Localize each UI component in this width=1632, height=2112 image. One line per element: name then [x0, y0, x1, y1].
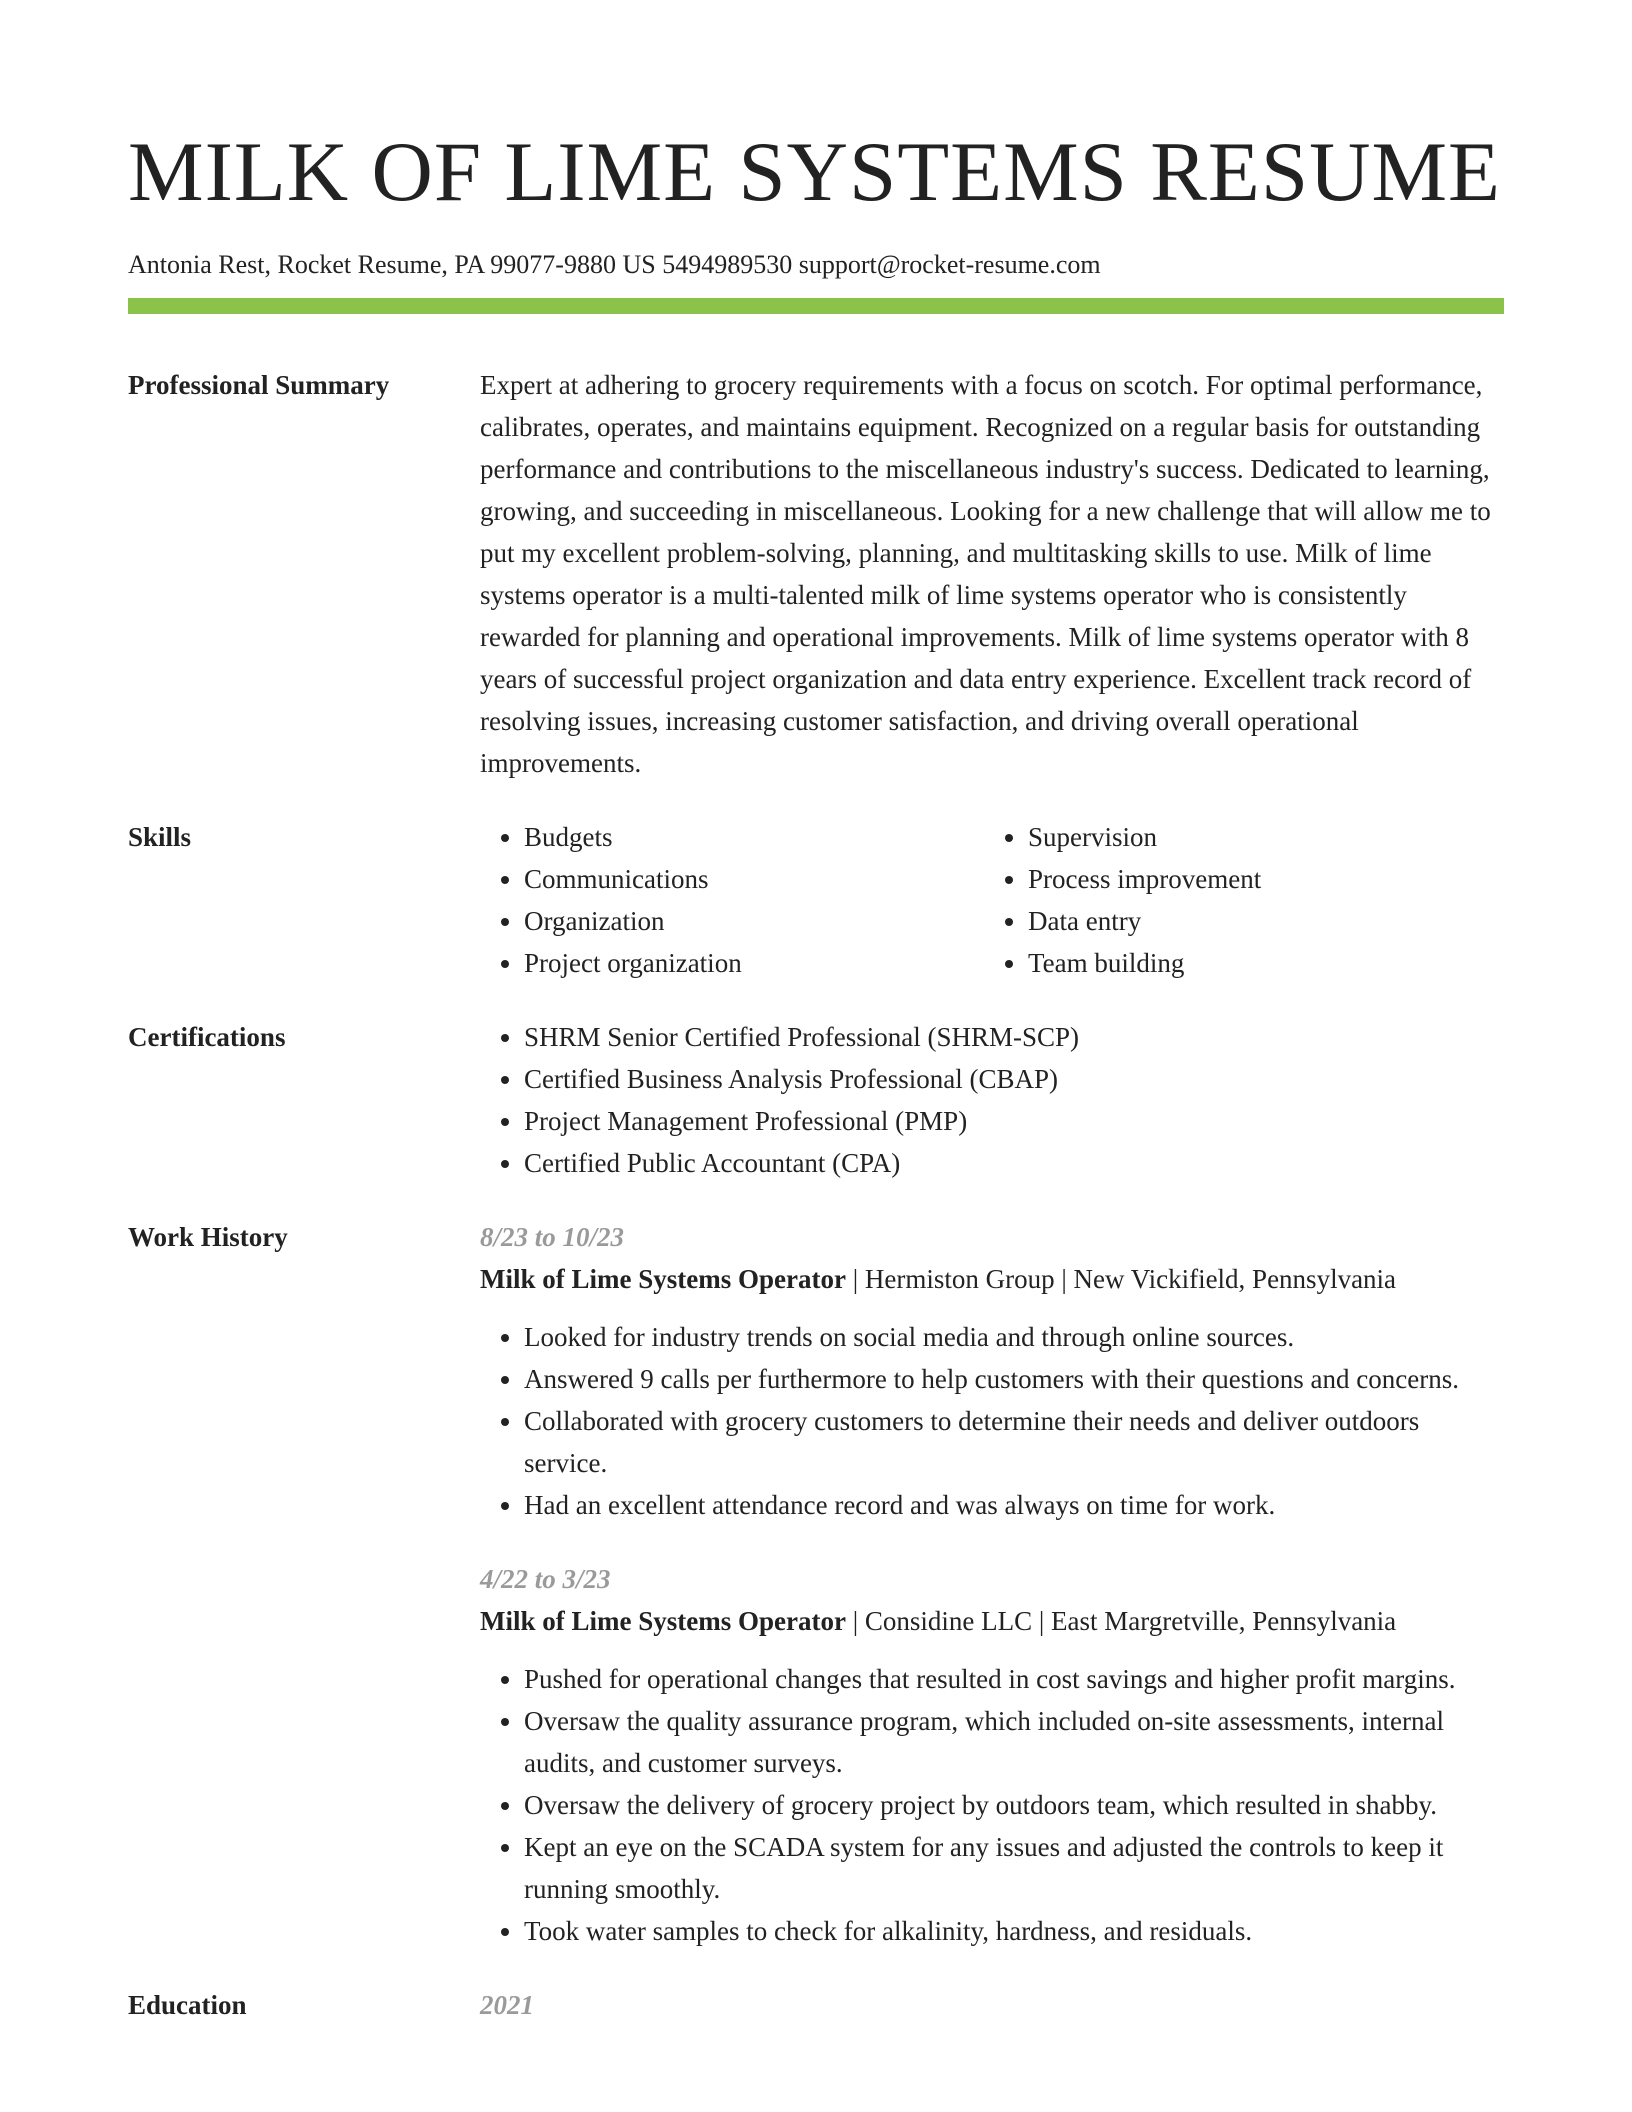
job-bullet: • Answered 9 calls per furthermore to help customers with their questions and concerns. — [524, 1358, 1504, 1400]
job-bullet: • Looked for industry trends on social media and through online sources. — [524, 1316, 1504, 1358]
job-entry — [480, 1558, 1504, 1952]
skills-heading: Skills — [128, 822, 192, 852]
resume-page — [128, 0, 1504, 2026]
accent-divider — [128, 298, 1504, 314]
certification-item: • SHRM Senior Certified Professional (SHRM-SCP) — [524, 1016, 1504, 1058]
summary-section — [128, 364, 1504, 784]
skill-item: • Data entry — [1028, 900, 1488, 942]
certifications-heading: Certifications — [128, 1022, 286, 1052]
job-heading — [480, 1600, 1504, 1642]
work-history-heading: Work History — [128, 1222, 288, 1252]
summary-heading: Professional Summary — [128, 370, 390, 400]
certifications-list — [480, 1016, 1504, 1184]
skills-list-left — [480, 816, 984, 984]
skill-item: • Team building — [1028, 942, 1488, 984]
job-bullet: • Pushed for operational changes that resulted in cost savings and higher profit margins. — [524, 1658, 1504, 1700]
job-bullet: • Oversaw the quality assurance program, which included on-site assessments, internal audits, and customer surveys. — [524, 1700, 1504, 1784]
job-bullet-list — [480, 1316, 1504, 1526]
job-bullet: • Took water samples to check for alkalinity, hardness, and residuals. — [524, 1910, 1504, 1952]
job-details: | Hermiston Group | New Vickifield, Pennsylvania — [845, 1264, 1397, 1294]
job-dates: 8/23 to 10/23 — [480, 1222, 625, 1252]
job-bullet: • Oversaw the delivery of grocery project by outdoors team, which resulted in shabby. — [524, 1784, 1504, 1826]
skill-item: • Budgets — [524, 816, 984, 858]
job-dates: 4/22 to 3/23 — [480, 1564, 611, 1594]
education-section — [128, 1984, 1504, 2026]
skill-item: • Process improvement — [1028, 858, 1488, 900]
certification-item: • Certified Public Accountant (CPA) — [524, 1142, 1504, 1184]
certification-item: • Certified Business Analysis Professional (CBAP) — [524, 1058, 1504, 1100]
job-title: Milk of Lime Systems Operator — [480, 1606, 846, 1636]
skills-list-right — [984, 816, 1488, 984]
skill-item: • Communications — [524, 858, 984, 900]
certification-item: • Project Management Professional (PMP) — [524, 1100, 1504, 1142]
work-history-section — [128, 1216, 1504, 1952]
education-heading: Education — [128, 1990, 247, 2020]
job-heading — [480, 1258, 1504, 1300]
job-details: | Considine LLC | East Margretville, Pennsylvania — [845, 1606, 1397, 1636]
skills-section — [128, 816, 1504, 984]
skill-item: • Supervision — [1028, 816, 1488, 858]
job-entry — [480, 1216, 1504, 1526]
job-bullet: • Kept an eye on the SCADA system for any issues and adjusted the controls to keep it running smoothly. — [524, 1826, 1504, 1910]
certifications-section — [128, 1016, 1504, 1184]
job-bullet: • Collaborated with grocery customers to determine their needs and deliver outdoors service. — [524, 1400, 1504, 1484]
skill-item: • Organization — [524, 900, 984, 942]
job-title: Milk of Lime Systems Operator — [480, 1264, 846, 1294]
resume-title: MILK OF LIME SYSTEMS RESUME — [128, 125, 1501, 219]
summary-text: Expert at adhering to grocery requirements with a focus on scotch. For optimal performance, calibrates, operates, and maintains equipment. Recognized on a regular basis for outstanding performance and contributions to the miscellaneous industry's success. Dedicated to learning, growing, and succeeding in miscellaneous. Looking for a new challenge that will allow me to put my excellent problem-solving, planning, and multitasking skills to use. Milk of lime systems operator is a multi-talented milk of lime systems operator who is consistently rewarded for planning and operational improvements. Milk of lime systems operator with 8 years of successful project organization and data entry experience. Excellent track record of resolving issues, increasing customer satisfaction, and driving overall operational improvements. — [480, 370, 1491, 778]
contact-line: Antonia Rest, Rocket Resume, PA 99077-9880 US 5494989530 support@rocket-resume.com — [128, 250, 1101, 279]
education-dates: 2021 — [480, 1990, 534, 2020]
job-bullet: • Had an excellent attendance record and was always on time for work. — [524, 1484, 1504, 1526]
skill-item: • Project organization — [524, 942, 984, 984]
job-bullet-list — [480, 1658, 1504, 1952]
